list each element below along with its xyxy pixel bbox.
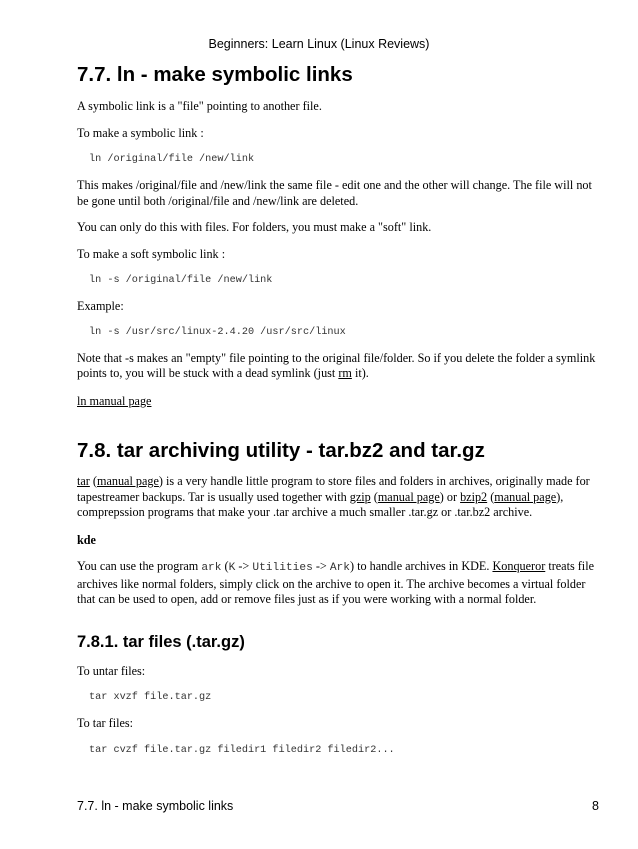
ln-manual-page-link[interactable]: ln manual page (77, 393, 152, 408)
page-number: 8 (592, 799, 599, 813)
paragraph: This makes /original/file and /new/link the same file - edit one and the other will change. The file will not be gone until both /original/file and /new/link are deleted. (77, 178, 592, 208)
paragraph: To tar files: (77, 716, 134, 730)
paragraph: Example: (77, 299, 124, 313)
paragraph: To untar files: (77, 663, 146, 678)
bzip2-link[interactable]: bzip2 (460, 489, 488, 504)
kde-label: kde (77, 532, 96, 547)
tar-link[interactable]: tar (77, 474, 90, 488)
footer-section-title: 7.7. ln - make symbolic links (77, 799, 234, 813)
code-block: ln /original/file /new/link (89, 154, 255, 165)
paragraph: tar (manual page) is a very handle little program to store files and folders in archives, originally made for tapestreamer backups. Tar is usually used together with gzip (manual page) or bzip2 (manual page), comprepssion programs that make your .tar archive a much smaller .tar.gz or .tar.bz2 archive. (77, 474, 590, 519)
gzip-manual-page-link[interactable]: manual page (377, 489, 440, 504)
tar-manual-page-link[interactable]: manual page (96, 474, 159, 488)
code-block: tar xvzf file.tar.gz (89, 692, 212, 703)
section-heading-7-7: 7.7. ln - make symbolic links (77, 63, 353, 86)
page-footer (77, 799, 599, 813)
paragraph: You can use the program ark (K -> Utilities -> Ark) to handle archives in KDE. Konqueror treats file archives like normal folders, simply click on the archive to open it. The archive becomes a virtual folder that can be used to open, add or remove files just as if you were working with a normal folder. (77, 559, 594, 606)
gzip-link[interactable]: gzip (349, 489, 371, 504)
paragraph (77, 394, 597, 410)
paragraph: You can only do this with files. For folders, you must make a "soft" link. (77, 220, 432, 234)
page-header: Beginners: Learn Linux (Linux Reviews) (208, 37, 430, 51)
paragraph: Note that -s makes an "empty" file pointing to the original file/folder. So if you delete the folder a symlink points to, you will be stuck with a dead symlink (just rm it). (77, 350, 596, 380)
bzip2-manual-page-link[interactable]: manual page (494, 489, 557, 504)
code-block: tar cvzf file.tar.gz filedir1 filedir2 filedir2... (89, 744, 395, 756)
paragraph: A symbolic link is a "file" pointing to another file. (77, 99, 322, 113)
rm-link[interactable]: rm (338, 366, 352, 380)
paragraph: To make a soft symbolic link : (77, 246, 226, 261)
code-block: ln -s /original/file /new/link (89, 275, 273, 286)
code-block: ln -s /usr/src/linux-2.4.20 /usr/src/linux (89, 326, 346, 338)
konqueror-link[interactable]: Konqueror (492, 559, 546, 573)
section-heading-7-8-1: 7.8.1. tar files (.tar.gz) (77, 632, 245, 651)
section-heading-7-8: 7.8. tar archiving utility - tar.bz2 and tar.gz (77, 439, 485, 462)
paragraph: To make a symbolic link : (77, 125, 204, 140)
page-content (77, 63, 597, 757)
